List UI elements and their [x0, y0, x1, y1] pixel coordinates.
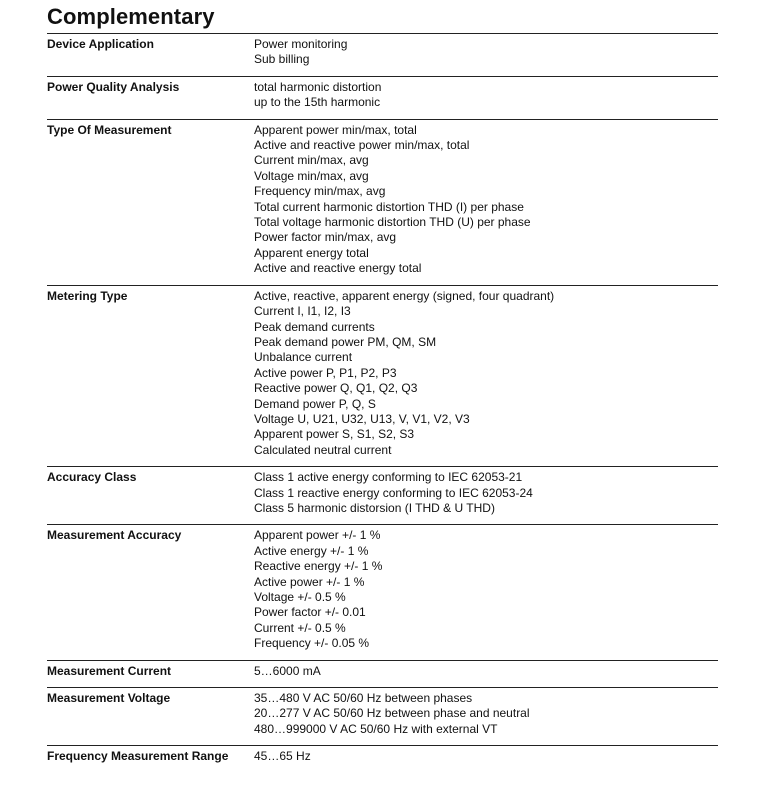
spec-value: 35…480 V AC 50/60 Hz between phases	[254, 691, 473, 706]
spec-value: Unbalance current	[254, 350, 353, 365]
spec-value: 5…6000 mA	[254, 663, 321, 678]
spec-row	[47, 119, 718, 285]
spec-value: Peak demand currents	[254, 319, 375, 334]
spec-label: Measurement Voltage	[47, 691, 171, 706]
spec-value: Peak demand power PM, QM, SM	[254, 334, 437, 349]
spec-values	[254, 691, 718, 737]
spec-row	[47, 687, 718, 745]
spec-label: Type Of Measurement	[47, 122, 172, 137]
spec-label: Device Application	[47, 37, 154, 51]
spec-value: total harmonic distortion	[254, 79, 382, 94]
spec-value: Apparent power S, S1, S2, S3	[254, 427, 415, 442]
spec-values	[254, 528, 718, 651]
spec-value: Apparent power +/- 1 %	[254, 528, 381, 543]
spec-value: Total voltage harmonic distortion THD (U) per phase	[254, 215, 531, 230]
page-title: Complementary	[47, 4, 215, 29]
spec-label: Measurement Current	[47, 663, 172, 678]
spec-value: Apparent energy total	[254, 245, 369, 260]
spec-value: Reactive energy +/- 1 %	[254, 559, 383, 574]
spec-value: Active, reactive, apparent energy (signed, four quadrant)	[254, 288, 555, 303]
spec-row	[47, 745, 718, 772]
spec-value: Class 5 harmonic distorsion (I THD & U THD)	[254, 500, 495, 515]
spec-value: Current I, I1, I2, I3	[254, 304, 351, 319]
spec-row	[47, 76, 718, 119]
spec-label: Frequency Measurement Range	[47, 749, 229, 764]
spec-document	[47, 0, 718, 773]
spec-values	[254, 664, 718, 679]
spec-label: Power Quality Analysis	[47, 79, 180, 94]
spec-values	[254, 123, 718, 277]
spec-value: Class 1 active energy conforming to IEC 62053-21	[254, 470, 523, 485]
spec-value: Apparent power min/max, total	[254, 122, 417, 137]
spec-label: Accuracy Class	[47, 470, 137, 485]
spec-value: Frequency min/max, avg	[254, 184, 386, 199]
spec-row	[47, 285, 718, 466]
spec-value: Calculated neutral current	[254, 442, 392, 457]
spec-table	[47, 33, 718, 773]
spec-value: Current min/max, avg	[254, 153, 369, 168]
spec-values	[254, 37, 718, 68]
spec-value: 480…999000 V AC 50/60 Hz with external VT	[254, 721, 498, 736]
spec-values	[254, 80, 718, 111]
spec-value: Active power +/- 1 %	[254, 574, 365, 589]
spec-values	[254, 470, 718, 516]
spec-value: Active power P, P1, P2, P3	[254, 365, 397, 380]
spec-value: Power monitoring	[254, 37, 348, 51]
spec-values	[254, 289, 718, 458]
spec-row	[47, 466, 718, 524]
spec-row	[47, 33, 718, 76]
spec-value: Demand power P, Q, S	[254, 396, 376, 411]
spec-value: Active and reactive energy total	[254, 261, 422, 276]
spec-row	[47, 660, 718, 687]
spec-value: 20…277 V AC 50/60 Hz between phase and neutral	[254, 706, 530, 721]
spec-value: Voltage U, U21, U32, U13, V, V1, V2, V3	[254, 411, 470, 426]
spec-value: Power factor +/- 0.01	[254, 605, 366, 620]
spec-value: up to the 15th harmonic	[254, 95, 381, 110]
spec-value: Active energy +/- 1 %	[254, 543, 369, 558]
spec-label: Metering Type	[47, 288, 128, 303]
spec-value: Voltage min/max, avg	[254, 168, 369, 183]
spec-value: 45…65 Hz	[254, 749, 311, 764]
spec-values	[254, 749, 718, 764]
spec-value: Voltage +/- 0.5 %	[254, 590, 346, 604]
spec-row	[47, 524, 718, 659]
spec-value: Class 1 reactive energy conforming to IEC 62053-24	[254, 485, 533, 500]
spec-value: Frequency +/- 0.05 %	[254, 636, 370, 651]
spec-label: Measurement Accuracy	[47, 528, 182, 543]
spec-value: Power factor min/max, avg	[254, 230, 397, 245]
spec-value: Total current harmonic distortion THD (I) per phase	[254, 199, 524, 214]
spec-value: Sub billing	[254, 52, 310, 67]
spec-value: Reactive power Q, Q1, Q2, Q3	[254, 381, 418, 396]
spec-value: Current +/- 0.5 %	[254, 620, 346, 635]
spec-value: Active and reactive power min/max, total	[254, 138, 470, 153]
